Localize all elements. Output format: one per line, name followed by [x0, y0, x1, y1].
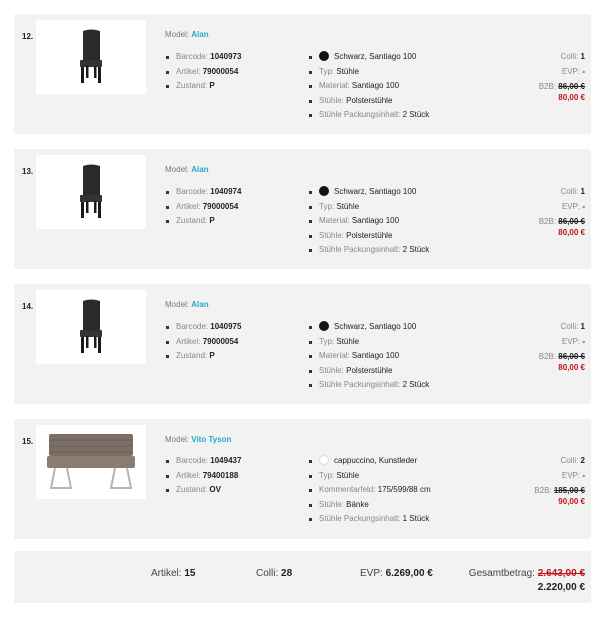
model-label: Model: — [165, 30, 190, 39]
list-item: Kommentarfeld: 175/599/88 cm — [309, 483, 431, 498]
item-details-left — [166, 320, 241, 364]
chair-icon — [71, 27, 111, 87]
list-item: Stühle: Bänke — [309, 498, 431, 513]
color-row: Schwarz, Santiago 100 — [309, 50, 429, 65]
list-item: Stühle Packungsinhalt: 2 Stück — [309, 378, 429, 393]
summary-evp: EVP: 6.269,00 € — [360, 568, 433, 579]
item-details-left — [166, 185, 241, 229]
list-item: Stühle Packungsinhalt: 1 Stück — [309, 512, 431, 527]
model-line — [165, 30, 209, 39]
list-item: Barcode: 1040974 — [166, 185, 241, 200]
color-row: Schwarz, Santiago 100 — [309, 185, 429, 200]
summary-artikel: Artikel: 15 — [151, 568, 196, 579]
list-item: Material: Santiago 100 — [309, 349, 429, 364]
list-item: Artikel: 79000054 — [166, 200, 241, 215]
model-line — [165, 300, 209, 309]
product-image[interactable] — [36, 290, 146, 364]
b2b-price: 80,00 € — [558, 93, 585, 102]
item-number: 14. — [22, 302, 34, 311]
bench-icon — [41, 426, 141, 498]
model-line — [165, 165, 209, 174]
b2b-price: 80,00 € — [558, 363, 585, 372]
list-item: Artikel: 79000054 — [166, 65, 241, 80]
list-item: Typ: Stühle — [309, 469, 431, 484]
color-row: Schwarz, Santiago 100 — [309, 320, 429, 335]
b2b-price: 90,00 € — [558, 497, 585, 506]
list-item: Stühle: Polsterstühle — [309, 94, 429, 109]
list-item: Artikel: 79400188 — [166, 469, 241, 484]
price-block: Colli: 1 EVP: - B2B: 86,00 € 80,00 € — [539, 184, 585, 240]
summary-total-final: 2.220,00 € — [537, 582, 585, 593]
product-image[interactable] — [36, 155, 146, 229]
product-card — [14, 419, 591, 539]
product-card — [14, 14, 591, 134]
summary-gesamt: Gesamtbetrag: 2.643,00 € — [468, 568, 585, 579]
list-item: Material: Santiago 100 — [309, 79, 429, 94]
order-summary — [14, 551, 591, 603]
product-card — [14, 149, 591, 269]
list-item: Zustand: P — [166, 349, 241, 364]
list-item: Stühle: Polsterstühle — [309, 229, 429, 244]
list-item: Stühle Packungsinhalt: 2 Stück — [309, 243, 429, 258]
list-item: Barcode: 1049437 — [166, 454, 241, 469]
list-item: Barcode: 1040973 — [166, 50, 241, 65]
list-item: Zustand: P — [166, 214, 241, 229]
item-number: 13. — [22, 167, 34, 176]
model-line — [165, 435, 231, 444]
chair-icon — [71, 297, 111, 357]
item-number: 12. — [22, 32, 34, 41]
item-details-right — [309, 320, 429, 393]
product-image[interactable] — [36, 425, 146, 499]
summary-colli: Colli: 28 — [256, 568, 293, 579]
list-item: Zustand: OV — [166, 483, 241, 498]
color-swatch-icon — [319, 51, 329, 61]
model-label: Model: — [165, 300, 190, 309]
price-block: Colli: 1 EVP: - B2B: 86,00 € 80,00 € — [539, 319, 585, 375]
list-item: Stühle Packungsinhalt: 2 Stück — [309, 108, 429, 123]
model-name-link[interactable]: Alan — [191, 165, 209, 174]
list-item: Zustand: P — [166, 79, 241, 94]
product-card — [14, 284, 591, 404]
item-details-right — [309, 185, 429, 258]
price-block: Colli: 1 EVP: - B2B: 86,00 € 80,00 € — [539, 49, 585, 105]
color-swatch-icon — [319, 186, 329, 196]
list-item: Barcode: 1040975 — [166, 320, 241, 335]
item-details-left — [166, 454, 241, 498]
product-image[interactable] — [36, 20, 146, 94]
model-label: Model: — [165, 165, 190, 174]
list-item: Stühle: Polsterstühle — [309, 364, 429, 379]
chair-icon — [71, 162, 111, 222]
item-details-left — [166, 50, 241, 94]
list-item: Typ: Stühle — [309, 200, 429, 215]
list-item: Material: Santiago 100 — [309, 214, 429, 229]
price-block: Colli: 2 EVP: - B2B: 185,00 € 90,00 € — [534, 453, 585, 509]
item-details-right — [309, 454, 431, 527]
list-item: Typ: Stühle — [309, 335, 429, 350]
model-name-link[interactable]: Alan — [191, 300, 209, 309]
model-name-link[interactable]: Vito Tyson — [191, 435, 232, 444]
item-details-right — [309, 50, 429, 123]
color-swatch-icon — [319, 321, 329, 331]
model-name-link[interactable]: Alan — [191, 30, 209, 39]
list-item: Typ: Stühle — [309, 65, 429, 80]
color-swatch-icon — [319, 455, 329, 465]
color-row: cappuccino, Kunstleder — [309, 454, 431, 469]
item-number: 15. — [22, 437, 34, 446]
model-label: Model: — [165, 435, 190, 444]
list-item: Artikel: 79000054 — [166, 335, 241, 350]
b2b-price: 80,00 € — [558, 228, 585, 237]
